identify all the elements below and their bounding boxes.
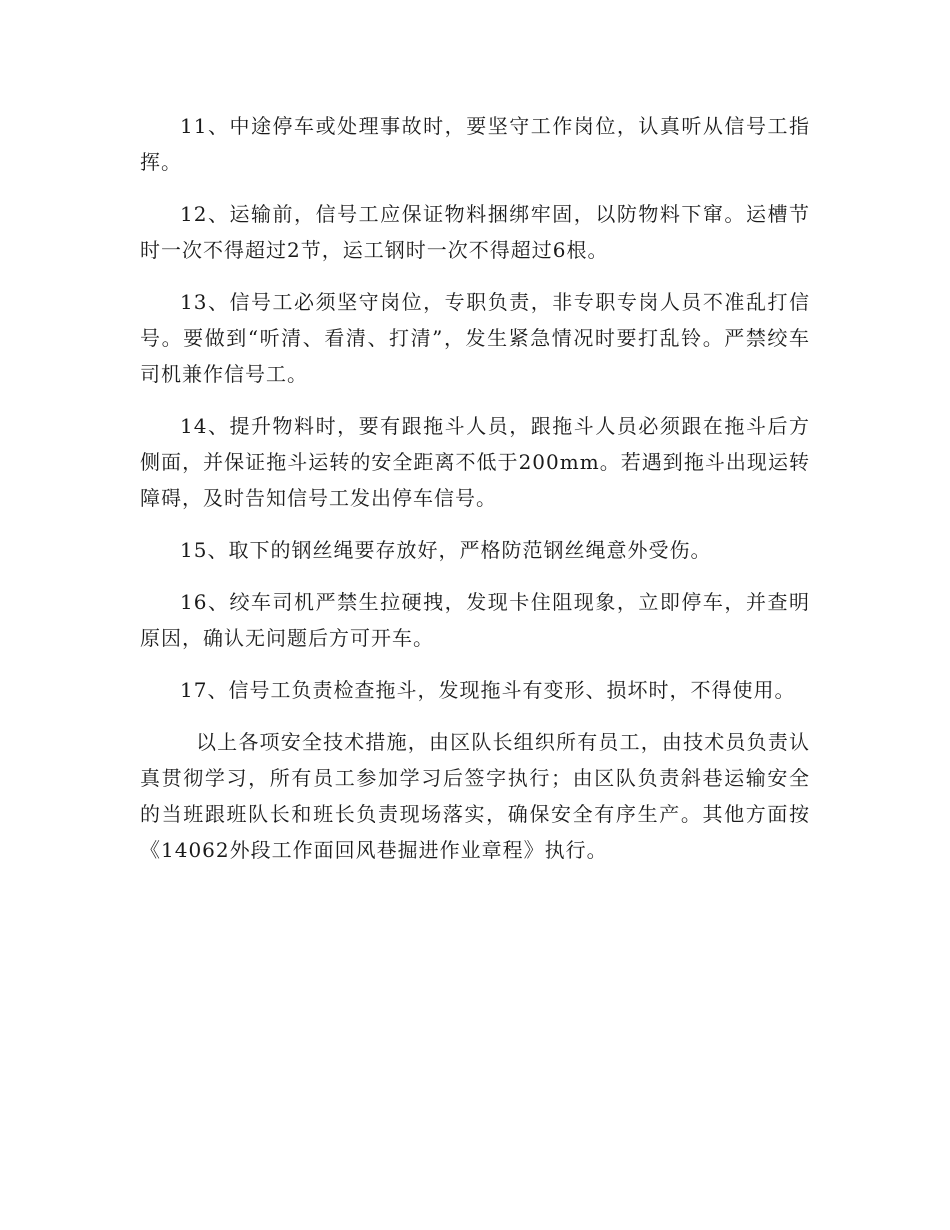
paragraph-item-17: 17、信号工负责检查拖斗，发现拖斗有变形、损坏时，不得使用。 — [180, 678, 796, 702]
paragraph-item-12: 12、运输前，信号工应保证物料捆绑牢固，以防物料下窜。运槽节时一次不得超过2节，运工钢时一次不得超过6根。 — [140, 202, 810, 262]
paragraph-item-11: 11、中途停车或处理事故时，要坚守工作岗位，认真听从信号工指挥。 — [140, 114, 810, 174]
paragraph-item-15: 15、取下的钢丝绳要存放好，严格防范钢丝绳意外受伤。 — [180, 538, 712, 562]
paragraph-item-13: 13、信号工必须坚守岗位，专职负责，非专职专岗人员不准乱打信号。要做到“听清、看清、打清”，发生紧急情况时要打乱铃。严禁绞车司机兼作信号工。 — [140, 290, 810, 386]
document-body — [140, 108, 810, 884]
paragraph-item-14: 14、提升物料时，要有跟拖斗人员，跟拖斗人员必须跟在拖斗后方侧面，并保证拖斗运转的安全距离不低于200mm。若遇到拖斗出现运转障碍，及时告知信号工发出停车信号。 — [140, 414, 810, 510]
paragraph-item-16: 16、绞车司机严禁生拉硬拽，发现卡住阻现象，立即停车，并查明原因，确认无问题后方可开车。 — [140, 590, 810, 650]
summary-paragraph: 以上各项安全技术措施，由区队长组织所有员工，由技术员负责认真贯彻学习，所有员工参加学习后签字执行；由区队负责斜巷运输安全的当班跟班队长和班长负责现场落实，确保安全有序生产。其他方面按《14062外段工作面回风巷掘进作业章程》执行。 — [140, 730, 810, 862]
